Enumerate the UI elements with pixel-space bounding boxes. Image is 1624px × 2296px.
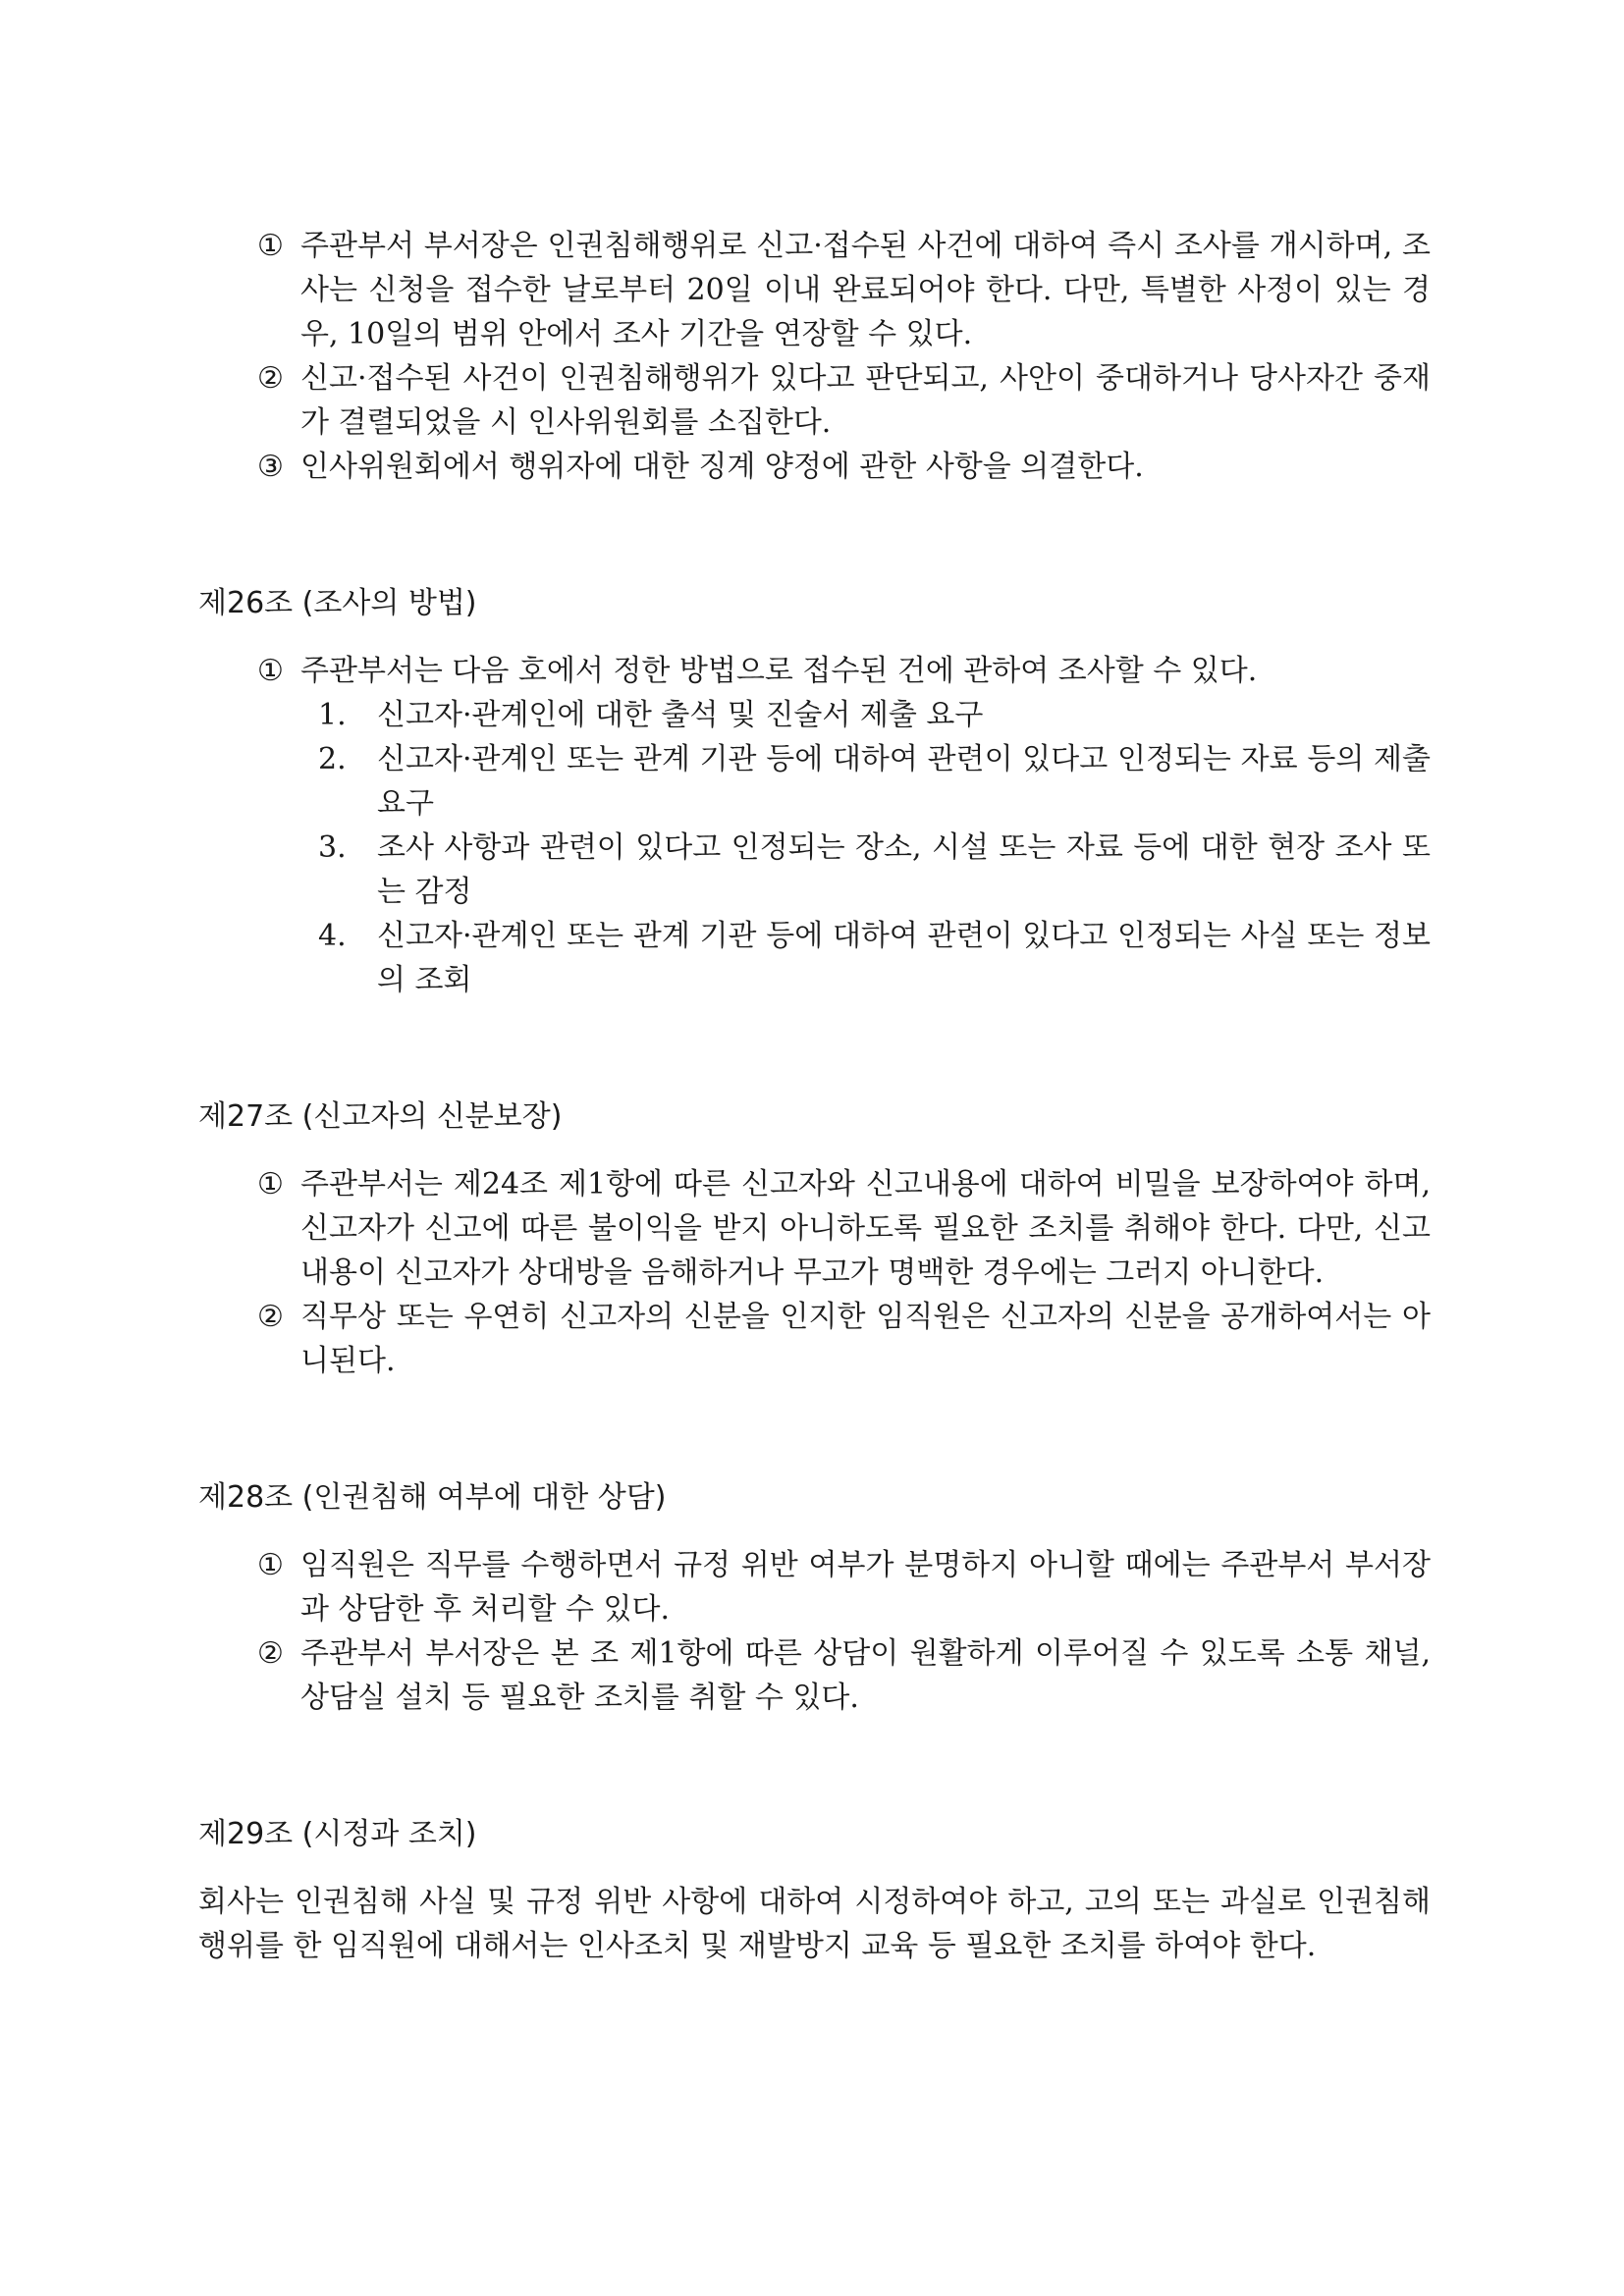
clause-marker: ① xyxy=(257,229,284,263)
clause-text: 주관부서는 제24조 제1항에 따른 신고자와 신고내용에 대하여 비밀을 보장하여야 하며, 신고자가 신고에 따른 불이익을 받지 아니하도록 필요한 조치를 취해야 한다. 다만, 신고 내용이 신고자가 상대방을 음해하거나 무고가 명백한 경우에는 그러지 아니한다. xyxy=(300,1167,1431,1290)
sub-clause-text: 신고자·관계인 또는 관계 기관 등에 대하여 관련이 있다고 인정되는 자료 등의 제출 요구 xyxy=(377,742,1431,821)
clause-text: 주관부서는 다음 호에서 정한 방법으로 접수된 건에 관하여 조사할 수 있다. xyxy=(300,654,1258,688)
clause-text: 주관부서 부서장은 본 조 제1항에 따른 상담이 원활하게 이루어질 수 있도록 소통 채널, 상담실 설치 등 필요한 조치를 취할 수 있다. xyxy=(300,1636,1431,1715)
clause-item xyxy=(198,1631,1431,1720)
clause-item xyxy=(198,1543,1431,1631)
clause-text: 인사위원회에서 행위자에 대한 징계 양정에 관한 사항을 의결한다. xyxy=(300,450,1144,484)
sub-clause-item xyxy=(198,826,1431,914)
clause-marker: ② xyxy=(257,1300,284,1334)
sub-clause-number: 2. xyxy=(318,742,347,776)
clause-item xyxy=(198,1162,1431,1295)
sub-clause-item xyxy=(198,914,1431,1002)
document-body xyxy=(198,224,1431,1968)
clause-marker: ③ xyxy=(257,450,284,484)
sub-clause-text: 신고자·관계인에 대한 출석 및 진술서 제출 요구 xyxy=(377,698,984,732)
article-28 xyxy=(198,1475,1431,1720)
clause-item xyxy=(198,1295,1431,1383)
clause-text: 주관부서 부서장은 인권침해행위로 신고·접수된 사건에 대하여 즉시 조사를 개시하며, 조사는 신청을 접수한 날로부터 20일 이내 완료되어야 한다. 다만, 특별한 사정이 있는 경우, 10일의 범위 안에서 조사 기간을 연장할 수 있다. xyxy=(300,229,1431,351)
sub-clause-item xyxy=(198,737,1431,826)
clause-text: 임직원은 직무를 수행하면서 규정 위반 여부가 분명하지 아니할 때에는 주관부서 부서장과 상담한 후 처리할 수 있다. xyxy=(300,1548,1431,1627)
sub-clause-item xyxy=(198,693,1431,737)
sub-clause-text: 조사 사항과 관련이 있다고 인정되는 장소, 시설 또는 자료 등에 대한 현장 조사 또는 감정 xyxy=(377,830,1431,909)
sub-clause-number: 4. xyxy=(318,919,347,953)
clause-marker: ② xyxy=(257,361,284,396)
clause-item xyxy=(198,224,1431,356)
clause-marker: ② xyxy=(257,1636,284,1671)
sub-clause-number: 3. xyxy=(318,830,347,865)
article-paragraph: 회사는 인권침해 사실 및 규정 위반 사항에 대하여 시정하여야 하고, 고의 또는 과실로 인권침해행위를 한 임직원에 대해서는 인사조치 및 재발방지 교육 등 필요한 조치를 하여야 한다. xyxy=(198,1885,1431,1963)
article-heading: 제28조 (인권침해 여부에 대한 상담) xyxy=(198,1480,667,1515)
article-27 xyxy=(198,1095,1431,1383)
sub-clause-text: 신고자·관계인 또는 관계 기관 등에 대하여 관련이 있다고 인정되는 사실 또는 정보의 조회 xyxy=(377,919,1431,997)
clause-text: 신고·접수된 사건이 인권침해행위가 있다고 판단되고, 사안이 중대하거나 당사자간 중재가 결렬되었을 시 인사위원회를 소집한다. xyxy=(300,361,1431,440)
clause-marker: ① xyxy=(257,1548,284,1582)
clause-marker: ① xyxy=(257,1167,284,1201)
article-heading: 제29조 (시정과 조치) xyxy=(198,1817,477,1851)
article-heading: 제27조 (신고자의 신분보장) xyxy=(198,1099,563,1134)
article-26 xyxy=(198,581,1431,1002)
article-29 xyxy=(198,1812,1431,1968)
clause-item xyxy=(198,356,1431,445)
sub-clause-number: 1. xyxy=(318,698,347,732)
clause-item xyxy=(198,445,1431,489)
clause-text: 직무상 또는 우연히 신고자의 신분을 인지한 임직원은 신고자의 신분을 공개하여서는 아니된다. xyxy=(300,1300,1431,1378)
clause-item xyxy=(198,649,1431,693)
article-25-continued xyxy=(198,224,1431,489)
clause-marker: ① xyxy=(257,654,284,688)
article-heading: 제26조 (조사의 방법) xyxy=(198,586,477,620)
